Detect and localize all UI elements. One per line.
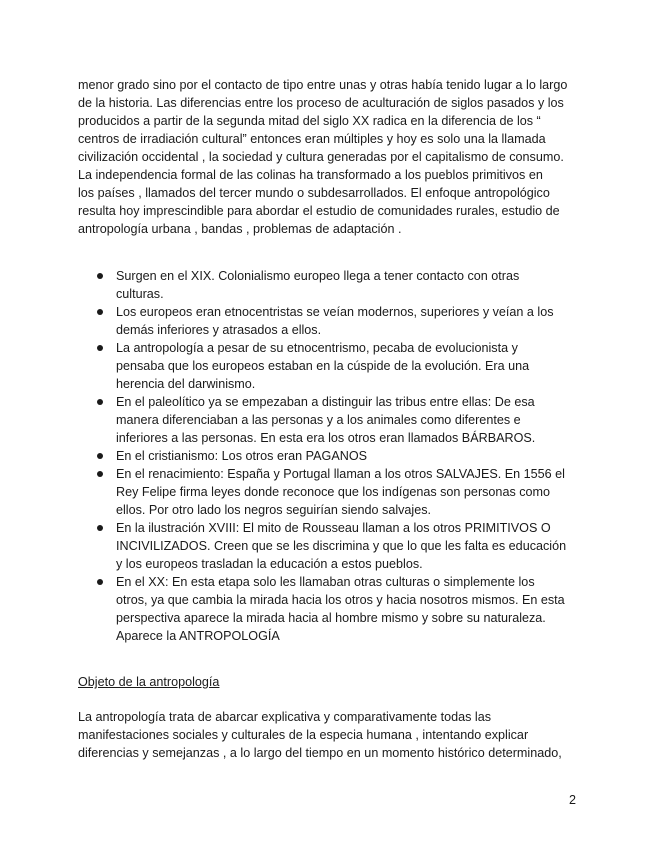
text-line: La antropología a pesar de su etnocentrismo, pecaba de evolucionista y — [116, 341, 518, 355]
list-item — [78, 339, 583, 393]
text-line: y los europeos trasladan la educación a estos pueblos. — [116, 557, 423, 571]
final-paragraph — [78, 708, 583, 762]
text-line: perspectiva aparece la mirada hacia al hombre mismo y sobre su naturaleza. — [116, 611, 546, 625]
list-item — [78, 303, 583, 339]
text-line: de la historia. Las diferencias entre los proceso de aculturación de siglos pasados y los — [78, 96, 564, 110]
text-line: producidos a partir de la segunda mitad del siglo XX radica en la diferencia de los “ — [78, 114, 541, 128]
list-item — [78, 393, 583, 447]
page-number: 2 — [569, 793, 577, 807]
text-line: centros de irradiación cultural” entonces eran múltiples y hoy es solo una la llamada — [78, 132, 546, 146]
text-line: culturas. — [116, 287, 164, 301]
list-item — [78, 465, 583, 519]
text-line: diferencias y semejanzas , a lo largo del tiempo en un momento histórico determinado, — [78, 746, 562, 760]
text-line: menor grado sino por el contacto de tipo entre unas y otras había tenido lugar a lo largo — [78, 78, 568, 92]
text-line: En el cristianismo: Los otros eran PAGANOS — [116, 449, 368, 463]
bullet-icon — [97, 525, 103, 531]
text-line: Surgen en el XIX. Colonialismo europeo llega a tener contacto con otras — [116, 269, 520, 283]
text-line: civilización occidental , la sociedad y cultura generadas por el capitalismo de consumo. — [78, 150, 564, 164]
text-line: manifestaciones sociales y culturales de la especia humana , intentando explicar — [78, 728, 529, 742]
text-line: los países , llamados del tercer mundo o subdesarrollados. El enfoque antropológico — [78, 186, 550, 200]
text-line: ellos. Por otro lado los negros seguirían siendo salvajes. — [116, 503, 432, 517]
text-line: Los europeos eran etnocentristas se veían modernos, superiores y veían a los — [116, 305, 554, 319]
text-line: resulta hoy imprescindible para abordar el estudio de comunidades rurales, estudio de — [78, 204, 560, 218]
text-line: herencia del darwinismo. — [116, 377, 256, 391]
bullet-icon — [97, 345, 103, 351]
text-line: inferiores a las personas. En esta era los otros eran llamados BÁRBAROS. — [116, 431, 536, 445]
text-line: Aparece la ANTROPOLOGÍA — [116, 629, 280, 643]
text-line: En el renacimiento: España y Portugal llaman a los otros SALVAJES. En 1556 el — [116, 467, 565, 481]
list-item — [78, 447, 583, 465]
text-line: manera diferenciaban a las personas y a los animales como diferentes e — [116, 413, 521, 427]
text-line: La antropología trata de abarcar explicativa y comparativamente todas las — [78, 710, 492, 724]
text-line: La independencia formal de las colinas ha transformado a los pueblos primitivos en — [78, 168, 543, 182]
bullet-icon — [97, 399, 103, 405]
bullet-icon — [97, 471, 103, 477]
paragraph — [78, 76, 578, 238]
bullet-icon — [97, 309, 103, 315]
bullet-list — [78, 267, 583, 645]
intro-paragraph — [78, 76, 578, 238]
text-line: En el paleolítico ya se empezaban a distinguir las tribus entre ellas: De esa — [116, 395, 535, 409]
text-line: INCIVILIZADOS. Creen que se les discrimina y que lo que les falta es educación — [116, 539, 567, 553]
bullet-icon — [97, 273, 103, 279]
bullet-icon — [97, 579, 103, 585]
bullet-icon — [97, 453, 103, 459]
list-item — [78, 267, 583, 303]
text-line: Rey Felipe firma leyes donde reconoce que los indígenas son personas como — [116, 485, 551, 499]
list-item — [78, 519, 583, 573]
text-line: demás inferiores y atrasados a ellos. — [116, 323, 322, 337]
text-line: En el XX: En esta etapa solo les llamaban otras culturas o simplemente los — [116, 575, 535, 589]
text-line: antropología urbana , bandas , problemas de adaptación . — [78, 222, 402, 236]
text-line: otros, ya que cambia la mirada hacia los otros y hacia nosotros mismos. En esta — [116, 593, 565, 607]
section-heading: Objeto de la antropología — [78, 675, 220, 689]
text-line: pensaba que los europeos estaban en la cúspide de la evolución. Era una — [116, 359, 530, 373]
list-item — [78, 573, 583, 645]
text-line: En la ilustración XVIII: El mito de Rousseau llaman a los otros PRIMITIVOS O — [116, 521, 551, 535]
